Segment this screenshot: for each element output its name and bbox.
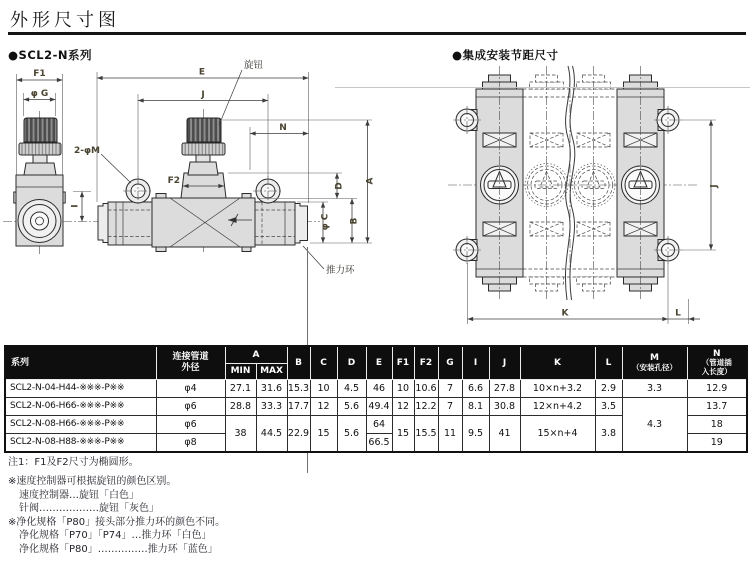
col-header-m — [622, 346, 687, 379]
cell-j: 30.8 — [489, 397, 520, 415]
cell-amin-merged: 38 — [225, 415, 256, 452]
cell-i: 8.1 — [462, 397, 489, 415]
thrust-ring — [295, 204, 308, 244]
scan-artifact-horizontal-line — [335, 87, 750, 88]
cell-l: 3.5 — [595, 397, 622, 415]
col-header-j: J — [489, 346, 520, 379]
knob-front — [187, 118, 221, 142]
cell-l: 2.9 — [595, 379, 622, 397]
cell-i-merged: 9.5 — [462, 415, 489, 452]
cell-f1: 10 — [392, 379, 414, 397]
cell-od: φ6 — [156, 415, 225, 433]
cell-amax-merged: 44.5 — [256, 415, 287, 452]
dim-k: K — [561, 308, 569, 319]
cell-d-merged: 5.6 — [337, 415, 366, 452]
cell-c-merged: 15 — [310, 415, 337, 452]
note-line: 速度控制器…旋钮「白色」 — [19, 489, 139, 501]
col-header-f2: F2 — [414, 346, 438, 379]
dim-e: E — [198, 67, 206, 78]
dim-a: A — [365, 177, 376, 185]
n-header-sub2: 入长度） — [701, 366, 732, 376]
note-line: 净化规格「P70」「P74」…推力环「白色」 — [19, 530, 212, 541]
col-header-l: L — [595, 346, 622, 379]
pipe-od-line2: 外径 — [181, 362, 200, 373]
manifold-unit-left — [476, 66, 523, 299]
cell-b-merged: 22.9 — [287, 415, 310, 452]
table-row — [5, 397, 747, 415]
cell-od: φ6 — [156, 397, 225, 415]
cell-e: 49.4 — [366, 397, 392, 415]
title-underline — [8, 32, 746, 35]
color-notes — [8, 475, 225, 556]
locknut-ribbed-front — [182, 143, 225, 155]
cell-amax: 33.3 — [256, 397, 287, 415]
cell-d: 5.6 — [337, 397, 366, 415]
note-line: 净化规格「P80」……………推力环「蓝色」 — [19, 543, 218, 555]
cell-series: SCL2-N-08-H88-※※※-P※※ — [5, 433, 156, 452]
cell-amin: 27.1 — [225, 379, 256, 397]
cell-n: 12.9 — [687, 379, 747, 397]
dim-d: D — [334, 182, 345, 190]
m-header-letter: M — [650, 353, 659, 364]
dim-pitch-j: J — [709, 184, 720, 188]
n-header-sub1: （管道插 — [701, 358, 732, 368]
cell-g: 7 — [438, 379, 462, 397]
break-line — [565, 66, 570, 300]
dim-phi-g: φ G — [30, 89, 49, 99]
cell-f2-merged: 15.5 — [414, 415, 438, 452]
cell-series: SCL2-N-06-H66-※※※-P※※ — [5, 397, 156, 415]
col-header-d: D — [337, 346, 366, 379]
knob-callout-label: 旋钮 — [244, 60, 264, 71]
col-header-n — [687, 346, 747, 379]
cell-n: 13.7 — [687, 397, 747, 415]
col-header-b: B — [287, 346, 310, 379]
cell-e: 46 — [366, 379, 392, 397]
dim-j: J — [201, 90, 205, 100]
note-line: ※净化规格「P80」接头部分推力环的颜色不同。 — [8, 516, 226, 528]
manifold-unit-right — [617, 66, 664, 299]
cell-j: 27.8 — [489, 379, 520, 397]
side-view — [14, 111, 65, 254]
cell-k-merged: 15×n+4 — [520, 415, 595, 452]
manifold-pitch-drawing — [440, 60, 750, 345]
cell-f2: 12.2 — [414, 397, 438, 415]
cell-j-merged: 41 — [489, 415, 520, 452]
col-header-a-min: MIN — [225, 363, 256, 379]
cell-f2: 10.6 — [414, 379, 438, 397]
dim-i: I — [70, 204, 81, 208]
cell-od: φ8 — [156, 433, 225, 452]
cell-i: 6.6 — [462, 379, 489, 397]
cell-g: 7 — [438, 397, 462, 415]
col-header-f1: F1 — [392, 346, 414, 379]
cell-g-merged: 11 — [438, 415, 462, 452]
cell-c: 10 — [310, 379, 337, 397]
col-header-pipe-od — [156, 346, 225, 379]
col-header-g: G — [438, 346, 462, 379]
col-header-c: C — [310, 346, 337, 379]
scl2n-dimension-drawing — [0, 55, 440, 340]
cell-b: 15.3 — [287, 379, 310, 397]
m-header-sub: （安装孔径） — [632, 362, 677, 372]
col-header-a: A — [225, 346, 287, 363]
note-line: ※速度控制器可根据旋钮的颜色区别。 — [8, 476, 177, 487]
cell-series: SCL2-N-04-H44-※※※-P※※ — [5, 379, 156, 397]
table-footnote: 注1：F1及F2尺寸为椭圆形。 — [8, 457, 139, 468]
col-header-a-max: MAX — [256, 363, 287, 379]
cell-m-merged: 4.3 — [622, 397, 687, 452]
cell-f1-merged: 15 — [392, 415, 414, 452]
dim-2-phi-m: 2-φM — [74, 146, 100, 156]
col-header-e: E — [366, 346, 392, 379]
dim-n: N — [279, 123, 287, 133]
dim-b: B — [349, 217, 360, 225]
cell-amax: 31.6 — [256, 379, 287, 397]
col-header-i: I — [462, 346, 489, 379]
col-header-series: 系列 — [5, 346, 156, 379]
dimension-table — [4, 345, 748, 453]
cell-d: 4.5 — [337, 379, 366, 397]
cell-c: 12 — [310, 397, 337, 415]
dim-f1: F1 — [33, 69, 46, 79]
dim-f2: F2 — [167, 176, 180, 186]
cell-od: φ4 — [156, 379, 225, 397]
locknut-ribbed — [19, 143, 61, 155]
dim-phi-c: φ C — [320, 213, 331, 231]
n-header-letter: N — [712, 348, 721, 359]
cell-l-merged: 3.8 — [595, 415, 622, 452]
break-line-2 — [570, 66, 575, 300]
manifold-units-middle-phantom — [523, 66, 617, 299]
section-label-scl2n-series: ●SCL2-N系列 — [8, 48, 92, 62]
cell-series: SCL2-N-08-H66-※※※-P※※ — [5, 415, 156, 433]
cell-amin: 28.8 — [225, 397, 256, 415]
page-title: 外形尺寸图 — [10, 10, 120, 31]
cell-f1: 12 — [392, 397, 414, 415]
cell-m: 3.3 — [622, 379, 687, 397]
cell-k: 10×n+3.2 — [520, 379, 595, 397]
cell-n: 18 — [687, 415, 747, 433]
col-header-k: K — [520, 346, 595, 379]
cell-e: 64 — [366, 415, 392, 433]
front-view — [98, 109, 308, 252]
pipe-od-line1: 连接管道 — [172, 352, 209, 363]
section-label-manifold-pitch: ●集成安装节距尺寸 — [452, 48, 559, 62]
note-line: 针阀………………旋钮「灰色」 — [19, 503, 159, 514]
thrust-ring-callout-label: 推力环 — [326, 265, 355, 276]
dim-l: L — [675, 308, 681, 319]
cell-b: 17.7 — [287, 397, 310, 415]
table-row — [5, 379, 747, 397]
cell-n: 19 — [687, 433, 747, 452]
knob-side — [24, 118, 57, 142]
cell-k: 12×n+4.2 — [520, 397, 595, 415]
cell-e: 66.5 — [366, 433, 392, 452]
